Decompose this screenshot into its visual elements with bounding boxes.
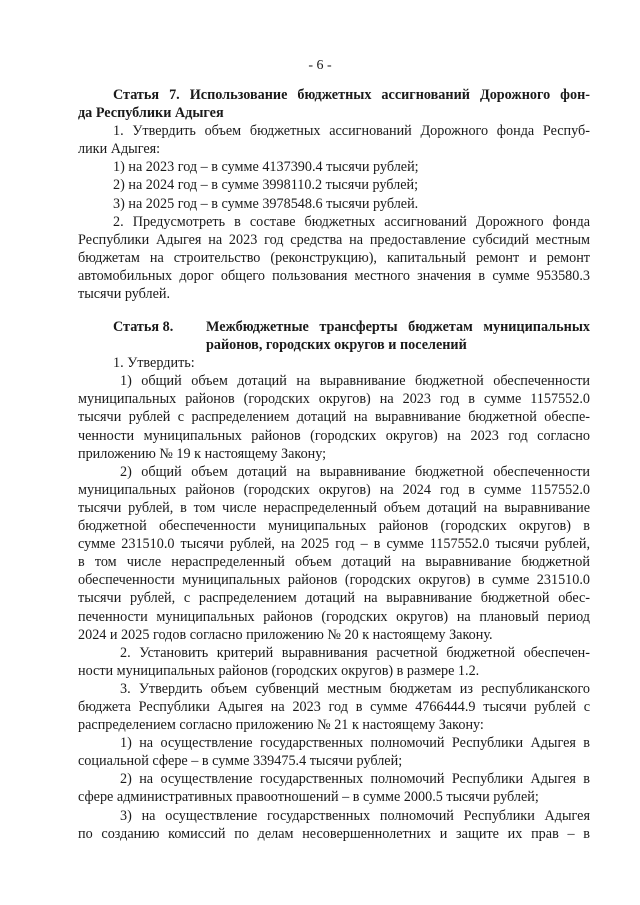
article-7-heading: Статья 7. Использование бюджетных ассигнований Дорожного фон- bbox=[113, 87, 590, 103]
list-item: 2) на осуществление государственных полномочий Республики Адыгея в bbox=[120, 771, 590, 788]
list-item: 1) на осуществление государственных полномочий Республики Адыгея в bbox=[120, 735, 590, 752]
paragraph-line: сфере административных правоотношений – в сумме 2000.5 тысячи рублей; bbox=[78, 789, 539, 806]
paragraph-line: тысячи рублей, в том числе нераспределенный объем дотаций на выравнивание bbox=[78, 499, 590, 516]
paragraph-line: муниципальных районов (городских округов) на 2023 год в сумме 1157552.0 bbox=[78, 391, 590, 408]
article-8-heading bbox=[78, 318, 590, 336]
paragraph-line: тысячи рублей. bbox=[78, 286, 171, 303]
paragraph-line: Республики Адыгея на 2023 год средства на предоставление субсидий местным bbox=[78, 231, 590, 248]
paragraph-line: по созданию комиссий по делам несовершеннолетних и защите их прав – в bbox=[78, 825, 590, 842]
article-8 bbox=[78, 318, 590, 843]
article-7-heading: да Республики Адыгея bbox=[78, 105, 224, 122]
paragraph-line: ченности муниципальных районов (городских округов) на 2023 год согласно bbox=[78, 427, 590, 444]
article-8-title: Межбюджетные трансферты бюджетам муниципальных bbox=[206, 319, 590, 335]
paragraph-line: ности муниципальных районов (городских округов) в размере 1.2. bbox=[78, 662, 480, 679]
paragraph-line: бюджетной обеспеченности муниципальных районов (городских округов) в bbox=[78, 518, 590, 535]
article-8-number: Статья 8. bbox=[113, 319, 174, 335]
paragraph-line: обеспеченности муниципальных районов (городских округов) в сумме 231510.0 bbox=[78, 572, 590, 589]
paragraph-line: бюджетам на строительство (реконструкцию), капитальный ремонт и ремонт bbox=[78, 249, 590, 266]
list-item: 1) общий объем дотаций на выравнивание бюджетной обеспеченности bbox=[120, 373, 590, 390]
list-item: 3) на осуществление государственных полномочий Республики Адыгея bbox=[120, 807, 590, 824]
list-item: 1) на 2023 год – в сумме 4137390.4 тысячи рублей; bbox=[113, 159, 419, 176]
paragraph-line: приложению № 19 к настоящему Закону; bbox=[78, 445, 327, 462]
paragraph-line: бюджета Республики Адыгея на 2023 год в сумме 4766444.9 тысячи рублей с bbox=[78, 698, 590, 715]
paragraph-line: сумме 231510.0 тысячи рублей, на 2025 год – в сумме 1157552.0 тысячи рублей, bbox=[78, 536, 590, 553]
paragraph-line: автомобильных дорог общего пользования местного значения в сумме 953580.3 bbox=[78, 267, 590, 284]
article-8-title: районов, городских округов и поселений bbox=[206, 337, 467, 354]
paragraph-line: 2. Установить критерий выравнивания расчетной бюджетной обеспечен- bbox=[120, 644, 590, 661]
paragraph-line: 1. Утвердить: bbox=[113, 355, 195, 372]
paragraph-line: лики Адыгея: bbox=[78, 141, 161, 158]
paragraph-line: тысячи рублей с распределением дотаций на выравнивание бюджетной обеспе- bbox=[78, 409, 590, 426]
list-item: 2) на 2024 год – в сумме 3998110.2 тысячи рублей; bbox=[113, 177, 419, 194]
paragraph-line: распределением согласно приложению № 21 к настоящему Закону: bbox=[78, 717, 484, 734]
article-8-heading bbox=[78, 336, 590, 354]
paragraph-line: муниципальных районов (городских округов) на 2024 год в сумме 1157552.0 bbox=[78, 481, 590, 498]
article-7 bbox=[78, 86, 590, 303]
paragraph-line: печенности муниципальных районов (городских округов) на плановый период bbox=[78, 608, 590, 625]
paragraph-line: 2024 и 2025 годов согласно приложению № 20 к настоящему Закону. bbox=[78, 626, 493, 643]
list-item: 2) общий объем дотаций на выравнивание бюджетной обеспеченности bbox=[120, 463, 590, 480]
page-number: - 6 - bbox=[308, 58, 332, 73]
paragraph-line: 3. Утвердить объем субвенций местным бюджетам из республиканского bbox=[120, 680, 590, 697]
paragraph-line: тысячи рублей, с распределением дотаций на выравнивание бюджетной обес- bbox=[78, 590, 590, 607]
list-item: 3) на 2025 год – в сумме 3978548.6 тысячи рублей. bbox=[113, 195, 419, 212]
paragraph-line: социальной сфере – в сумме 339475.4 тысячи рублей; bbox=[78, 753, 403, 770]
paragraph-line: 1. Утвердить объем бюджетных ассигнований Дорожного фонда Респуб- bbox=[113, 123, 590, 140]
paragraph-line: 2. Предусмотреть в составе бюджетных ассигнований Дорожного фонда bbox=[113, 213, 590, 230]
paragraph-line: в том числе нераспределенный объем дотаций на выравнивание бюджетной bbox=[78, 554, 590, 571]
